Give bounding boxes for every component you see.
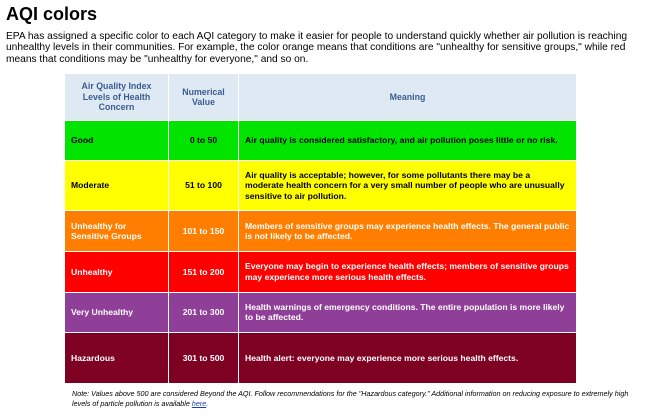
value-cell: 0 to 50 [169, 121, 239, 161]
table-row [65, 333, 577, 384]
category-cell: Moderate [65, 160, 169, 211]
meaning-cell: Members of sensitive groups may experience health effects. The general public is not likely to be affected. [239, 211, 577, 252]
aqi-table [64, 73, 577, 384]
value-cell: 101 to 150 [169, 211, 239, 252]
value-cell: 201 to 300 [169, 292, 239, 333]
table-row [65, 292, 577, 333]
table-row [65, 121, 577, 161]
header-value: Numerical Value [169, 74, 239, 121]
footnote-end: . [206, 398, 209, 408]
category-cell: Very Unhealthy [65, 292, 169, 333]
category-cell: Good [65, 121, 169, 161]
value-cell: 301 to 500 [169, 333, 239, 384]
footnote-text: Note: Values above 500 are considered Beyond the AQI. Follow recommendations for the "Hazardous category." Additional information on reducing exposure to extremely high levels of particle pollution is available [72, 389, 629, 408]
header-meaning: Meaning [239, 74, 577, 121]
meaning-cell: Everyone may begin to experience health effects; members of sensitive groups may experience more serious health effects. [239, 251, 577, 292]
table-row [65, 251, 577, 292]
page-title: AQI colors [6, 4, 98, 24]
category-cell: Unhealthy for Sensitive Groups [65, 211, 169, 252]
footnote [72, 389, 632, 408]
meaning-cell: Health warnings of emergency conditions. The entire population is more likely to be affected. [239, 292, 577, 333]
table-row [65, 211, 577, 252]
value-cell: 151 to 200 [169, 251, 239, 292]
here-link[interactable]: here [191, 398, 207, 408]
meaning-cell: Health alert: everyone may experience more serious health effects. [239, 333, 577, 384]
table-header-row [65, 74, 577, 121]
category-cell: Unhealthy [65, 251, 169, 292]
meaning-cell: Air quality is considered satisfactory, and air pollution poses little or no risk. [239, 121, 577, 161]
intro-paragraph: EPA has assigned a specific color to each AQI category to make it easier for people to understand quickly whether air pollution is reaching unhealthy levels in their communities. For example, the color orange means that conditions are "unhealthy for sensitive groups," while red means that conditions may be "unhealthy for everyone," and so on. [6, 31, 628, 65]
table-row [65, 160, 577, 211]
value-cell: 51 to 100 [169, 160, 239, 211]
category-cell: Hazardous [65, 333, 169, 384]
meaning-cell: Air quality is acceptable; however, for some pollutants there may be a moderate health concern for a very small number of people who are unusually sensitive to air pollution. [239, 160, 577, 211]
header-category: Air Quality Index Levels of Health Concern [65, 74, 169, 121]
